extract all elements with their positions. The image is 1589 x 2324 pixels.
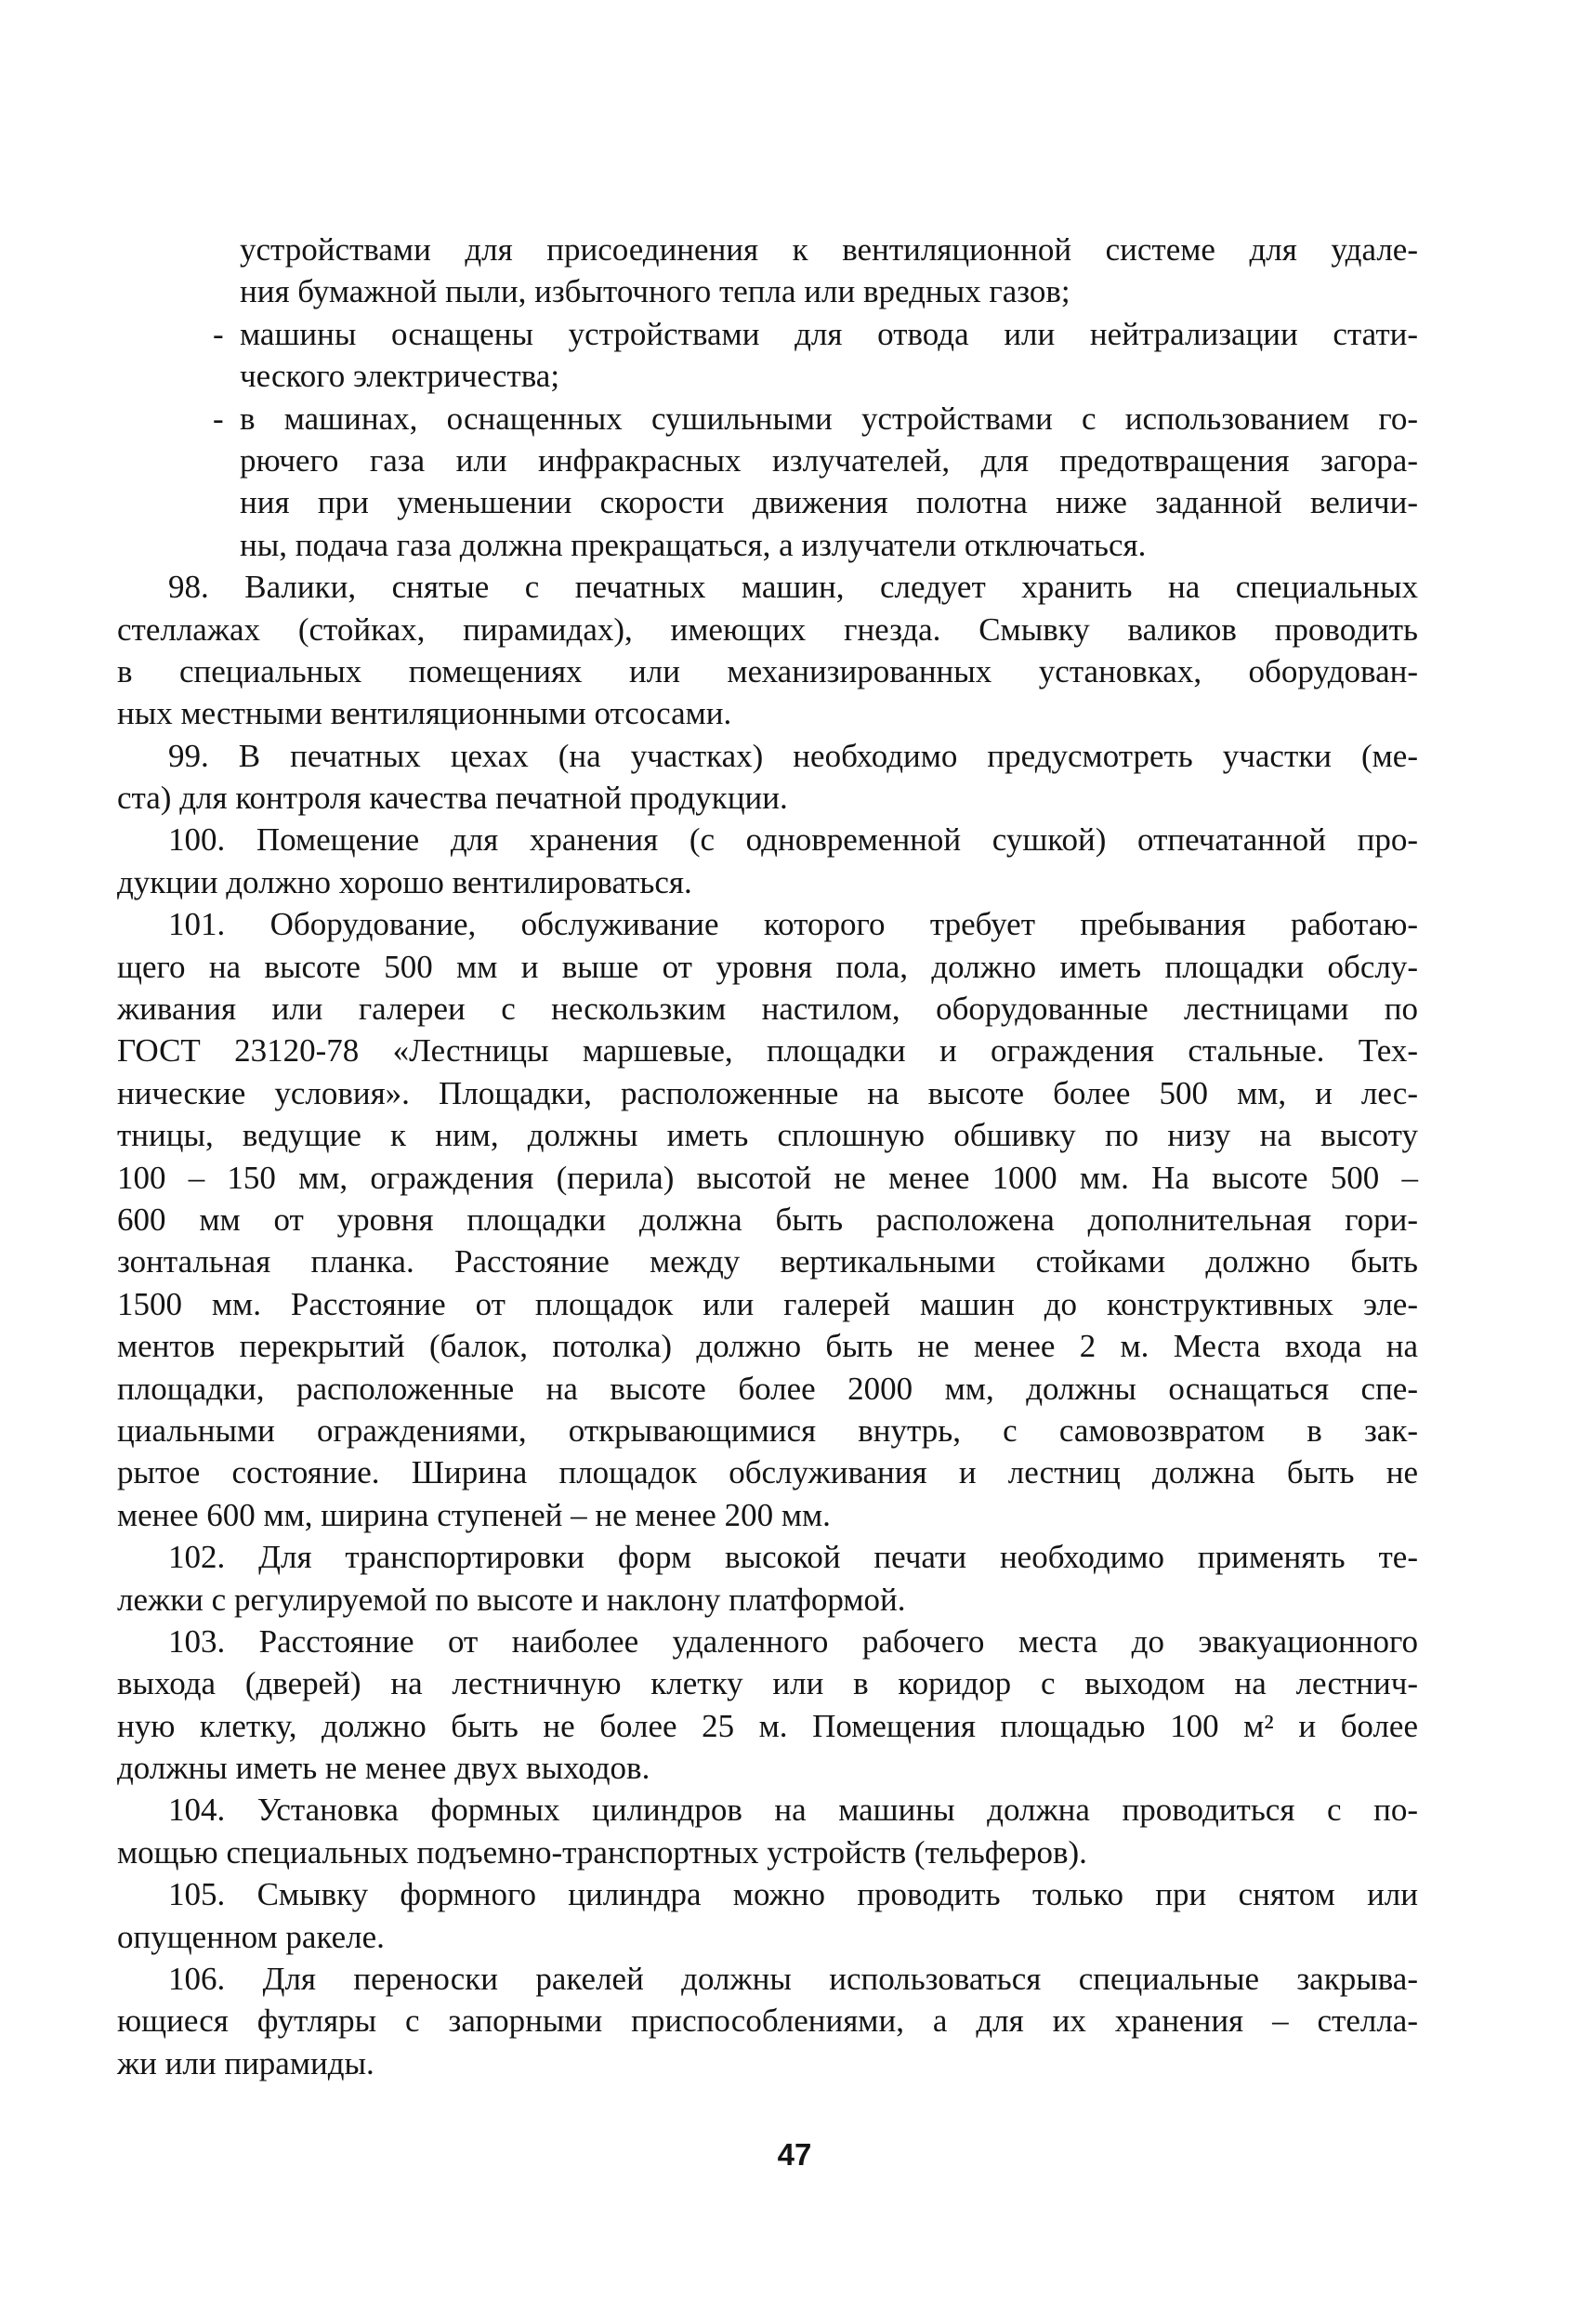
paragraph-105-first-line: 105. Смывку формного цилиндра можно проводить только при снятом или (168, 1876, 1418, 1913)
text-line: должны иметь не менее двух выходов. (117, 1750, 650, 1787)
text-line: дукции должно хорошо вентилироваться. (117, 863, 692, 900)
text-line: в машинах, оснащенных сушильными устройствами с использованием го- (240, 400, 1418, 437)
text-line: циальными ограждениями, открывающимися внутрь, с самовозвратом в зак- (117, 1411, 1418, 1449)
body-text (117, 229, 1418, 2084)
bullet-dash: - (213, 400, 224, 437)
text-line: устройствами для присоединения к вентиляционной системе для удале- (240, 231, 1418, 268)
text-line: площадки, расположенные на высоте более 2000 мм, должны оснащаться спе- (117, 1370, 1418, 1407)
text-line: зонтальная планка. Расстояние между вертикальными стойками должно быть (117, 1243, 1418, 1280)
text-line: ны, подача газа должна прекращаться, а излучатели отключаться. (240, 526, 1147, 563)
text-line: ющиеся футляры с запорными приспособлениями, а для их хранения – стелла- (117, 2002, 1418, 2040)
text-line: рытое состояние. Ширина площадок обслуживания и лестниц должна быть не (117, 1454, 1418, 1491)
text-line: 1500 мм. Расстояние от площадок или галерей машин до конструктивных эле- (117, 1285, 1418, 1322)
text-line: менее 600 мм, ширина ступеней – не менее 200 мм. (117, 1496, 831, 1533)
text-line: стеллажах (стойках, пирамидах), имеющих гнезда. Смывку валиков проводить (117, 611, 1418, 648)
paragraph-98-first-line: 98. Валики, снятые с печатных машин, следует хранить на специальных (168, 569, 1418, 606)
text-line: ста) для контроля качества печатной продукции. (117, 780, 788, 817)
text-line: ческого электричества; (240, 358, 560, 395)
text-line: ния бумажной пыли, избыточного тепла или вредных газов; (240, 273, 1070, 310)
text-line: в специальных помещениях или механизированных установках, оборудован- (117, 652, 1418, 689)
paragraph-99-first-line: 99. В печатных цехах (на участках) необходимо предусмотреть участки (ме- (168, 737, 1418, 774)
page-number: 47 (777, 2137, 812, 2172)
text-line: опущенном ракеле. (117, 1918, 385, 1955)
text-line: ГОСТ 23120-78 «Лестницы маршевые, площадки и ограждения стальные. Тех- (117, 1032, 1418, 1070)
paragraph-102-first-line: 102. Для транспортировки форм высокой печати необходимо применять те- (168, 1539, 1418, 1576)
paragraph-100-first-line: 100. Помещение для хранения (с одновременной сушкой) отпечатанной про- (168, 821, 1418, 859)
text-line: живания или галереи с нескользким настилом, оборудованные лестницами по (117, 991, 1418, 1028)
text-line: 600 мм от уровня площадки должна быть расположена дополнительная гори- (117, 1201, 1418, 1238)
paragraph-101-first-line: 101. Оборудование, обслуживание которого требует пребывания работаю- (168, 906, 1418, 943)
text-line: рючего газа или инфракрасных излучателей, для предотвращения загора- (240, 441, 1418, 479)
paragraph-103-first-line: 103. Расстояние от наиболее удаленного рабочего места до эвакуационного (168, 1622, 1418, 1660)
text-line: жи или пирамиды. (117, 2044, 374, 2081)
text-line: машины оснащены устройствами для отвода или нейтрализации стати- (240, 315, 1418, 352)
text-line: тницы, ведущие к ним, должны иметь сплошную обшивку по низу на высоту (117, 1117, 1418, 1154)
text-line: ную клетку, должно быть не более 25 м. Помещения площадью 100 м² и более (117, 1707, 1418, 1744)
text-line: щего на высоте 500 мм и выше от уровня пола, должно иметь площадки обслу- (117, 948, 1418, 985)
bullet-dash: - (213, 315, 224, 352)
text-line: ментов перекрытий (балок, потолка) должно быть не менее 2 м. Места входа на (117, 1328, 1418, 1365)
text-line: мощью специальных подъемно-транспортных устройств (тельферов). (117, 1833, 1087, 1871)
bullet-item (117, 398, 1418, 440)
text-line: выхода (дверей) на лестничную клетку или в коридор с выходом на лестнич- (117, 1665, 1418, 1702)
text-line: нические условия». Площадки, расположенные на высоте более 500 мм, и лес- (117, 1074, 1418, 1111)
text-line: 100 – 150 мм, ограждения (перила) высотой не менее 1000 мм. На высоте 500 – (117, 1159, 1418, 1196)
text-line: ния при уменьшении скорости движения полотна ниже заданной величи- (240, 484, 1418, 521)
paragraph-104-first-line: 104. Установка формных цилиндров на машины должна проводиться с по- (168, 1792, 1418, 1829)
text-line: лежки с регулируемой по высоте и наклону платформой. (117, 1581, 906, 1618)
paragraph-106-first-line: 106. Для переноски ракелей должны использоваться специальные закрыва- (168, 1961, 1418, 1998)
bullet-item (117, 313, 1418, 355)
text-line: ных местными вентиляционными отсосами. (117, 695, 732, 732)
